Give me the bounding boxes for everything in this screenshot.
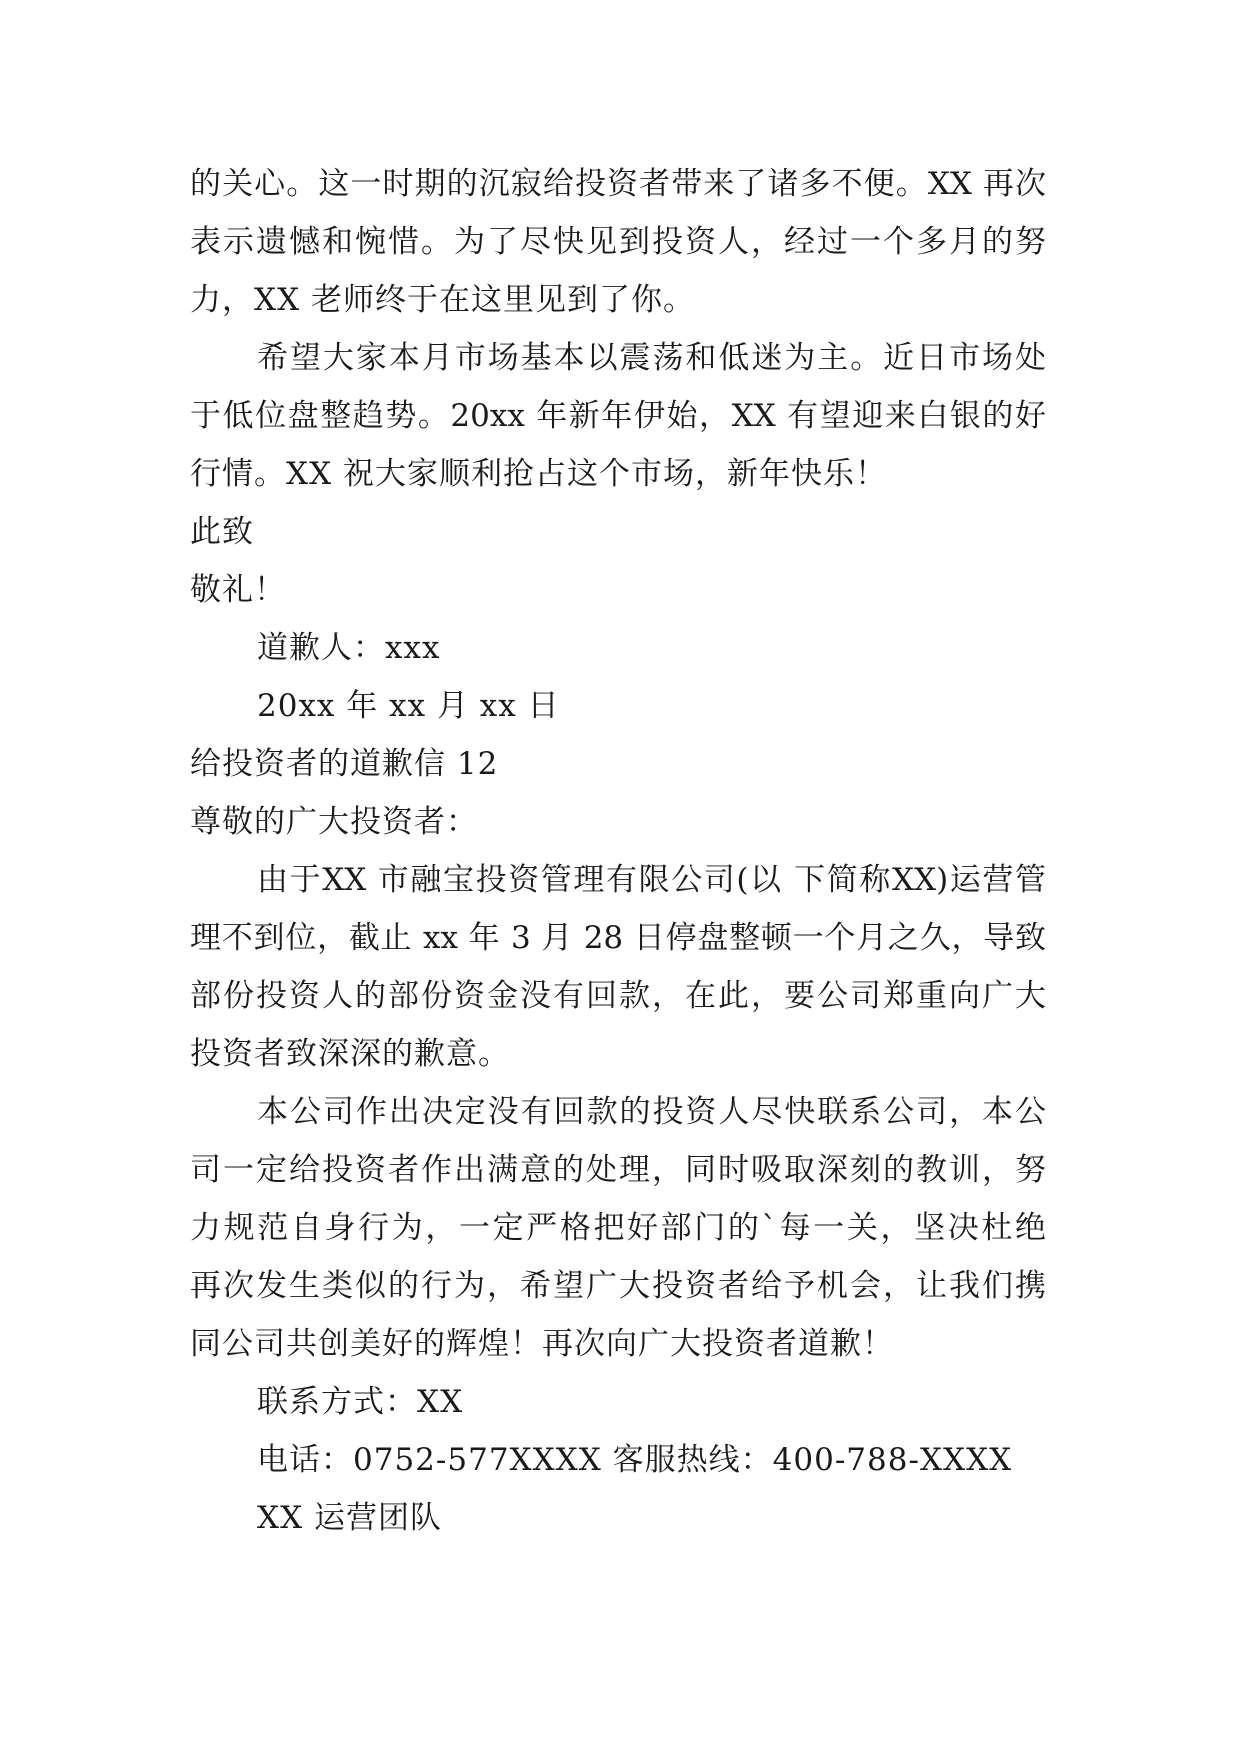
salutation-line: 敬礼！ (190, 572, 286, 608)
contact-line: 联系方式：XX (257, 1384, 464, 1420)
paragraph-first-line: 本公司作出决定没有回款的投资人尽快联系公司，本公 (257, 1094, 1046, 1130)
text-line: 投资者致深深的歉意。 (190, 1036, 510, 1072)
date-line: 20xx 年 xx 月 xx 日 (257, 688, 560, 724)
text-line: 司一定给投资者作出满意的处理，同时吸取深刻的教训，努 (190, 1152, 1046, 1188)
text-line: 部份投资人的部份资金没有回款，在此，要公司郑重向广大 (190, 978, 1046, 1014)
text-line: 同公司共创美好的辉煌！再次向广大投资者道歉！ (190, 1326, 894, 1362)
letter-title: 给投资者的道歉信 12 (190, 746, 499, 782)
phone-line: 电话：0752-577XXXX 客服热线：400-788-XXXX (257, 1442, 1013, 1478)
paragraph-first-line: 希望大家本月市场基本以震荡和低迷为主。近日市场处 (257, 340, 1046, 376)
greeting-line: 尊敬的广大投资者： (190, 804, 478, 840)
text-line: 行情。XX 祝大家顺利抢占这个市场，新年快乐！ (190, 456, 887, 492)
text-line: 力规范自身行为，一定严格把好部门的`每一关，坚决杜绝 (190, 1210, 1046, 1246)
text-line: 理不到位，截止 xx 年 3 月 28 日停盘整顿一个月之久，导致 (190, 920, 1046, 956)
text-line: 于低位盘整趋势。20xx 年新年伊始，XX 有望迎来白银的好 (190, 398, 1046, 434)
closing-line: 此致 (190, 514, 254, 550)
paragraph-first-line: 由于XX 市融宝投资管理有限公司(以 下简称XX)运营管 (257, 862, 1046, 898)
text-line: 再次发生类似的行为，希望广大投资者给予机会，让我们携 (190, 1268, 1046, 1304)
signer-line: 道歉人：xxx (257, 630, 441, 666)
team-signature: XX 运营团队 (257, 1500, 442, 1536)
text-line: 表示遗憾和惋惜。为了尽快见到投资人，经过一个多月的努 (190, 224, 1046, 260)
text-line: 的关心。这一时期的沉寂给投资者带来了诸多不便。XX 再次 (190, 166, 1046, 202)
text-line: 力，XX 老师终于在这里见到了你。 (190, 282, 695, 318)
